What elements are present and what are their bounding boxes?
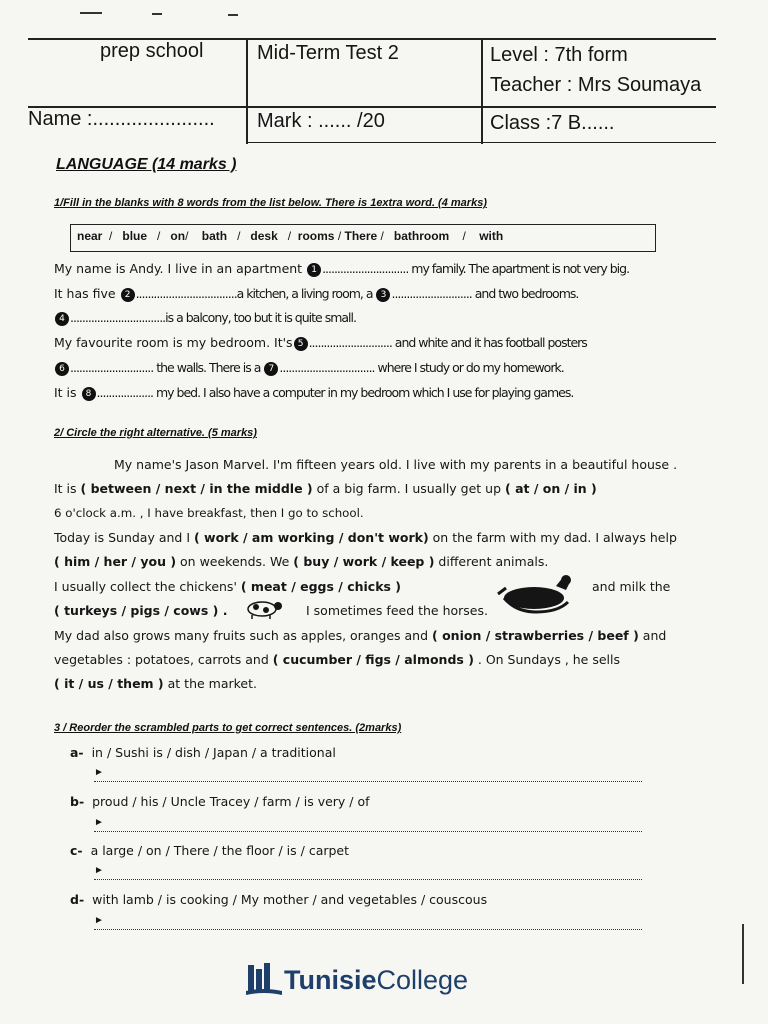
teacher-label: Teacher : Mrs Soumaya — [490, 74, 702, 96]
word-item: rooms — [297, 229, 335, 243]
choice-group[interactable]: ( him / her / you ) — [54, 554, 177, 569]
book-shelf-icon — [244, 961, 284, 999]
cow-icon — [240, 598, 286, 620]
word-list-box — [70, 224, 656, 252]
ex2-line — [54, 603, 227, 618]
ex2-line: It is ( between / next / in the middle ) of a big farm. I usually get up ( at / on / in ) — [54, 481, 597, 496]
word-item: blue — [122, 229, 148, 243]
blank-number: 7 — [264, 362, 278, 376]
section-title: LANGUAGE (14 marks ) — [56, 156, 237, 173]
reorder-item: a- in / Sushi is / dish / Japan / a traditional — [70, 745, 336, 760]
reorder-item: c- a large / on / There / the floor / is / carpet — [70, 843, 350, 858]
ex1-line: 4 ................................is a balcony, too but it is quite small. — [54, 310, 356, 326]
scan-edge-line — [742, 924, 744, 984]
answer-line[interactable]: ► — [94, 768, 642, 782]
tunisiecollege-logo — [244, 960, 468, 1000]
word-item: bathroom — [393, 229, 450, 243]
school-name: prep school — [100, 40, 204, 62]
choice-group[interactable]: ( turkeys / pigs / cows ) . — [54, 603, 228, 618]
choice-group[interactable]: ( at / on / in ) — [505, 481, 597, 496]
scan-mark — [228, 14, 238, 16]
scan-mark — [80, 12, 102, 14]
ex2-line: 6 o'clock a.m. , I have breakfast, then I go to school. — [54, 506, 364, 520]
ex2-line: vegetables : potatoes, carrots and ( cucumber / figs / almonds ) . On Sundays , he sells — [54, 652, 621, 667]
ex1-line: My name is Andy. I live in an apartment 1 ............................. my family. The apartment is not very big. — [54, 261, 630, 276]
blank-number: 8 — [82, 387, 96, 401]
blank-number: 4 — [55, 312, 69, 326]
reorder-item: b- proud / his / Uncle Tracey / farm / is very / of — [70, 794, 370, 809]
ex1-line: It is 8 ................... my bed. I also have a computer in my bedroom which I use for playing games. — [54, 385, 574, 400]
name-field[interactable]: Name :...................... — [28, 108, 215, 130]
ex2-line: ( it / us / them ) at the market. — [54, 676, 257, 691]
blank-number: 1 — [307, 263, 321, 277]
ex1-line: My favourite room is my bedroom. It's 5 ............................ and white and it has football posters — [54, 335, 587, 350]
logo-text-bold: Tunisie — [284, 964, 377, 995]
word-item: desk — [250, 229, 278, 243]
blank-number: 3 — [376, 288, 390, 302]
ex1-line: 6 ............................ the walls. There is a 7 ................................ where I study or do my homework. — [54, 360, 564, 376]
scan-mark — [152, 13, 162, 15]
ex2-line: ( him / her / you ) on weekends. We ( buy / work / keep ) different animals. — [54, 554, 549, 569]
answer-line[interactable]: ► — [94, 916, 642, 930]
choice-group[interactable]: ( onion / strawberries / beef ) — [432, 628, 639, 643]
ex1-instruction: 1/Fill in the blanks with 8 words from the list below. There is 1extra word. (4 marks) — [54, 197, 487, 209]
test-title: Mid-Term Test 2 — [257, 42, 399, 64]
word-item: on — [170, 229, 186, 243]
horse-cart-icon — [496, 572, 578, 618]
class-field[interactable]: Class :7 B...... — [490, 112, 615, 134]
ex2-line-end: and milk the — [592, 579, 671, 594]
choice-group[interactable]: ( meat / eggs / chicks ) — [240, 579, 402, 594]
word-item: near — [77, 229, 103, 243]
level-label: Level : 7th form — [490, 44, 628, 66]
header-table — [28, 38, 716, 144]
word-list: near / blue / on/ bath / desk / rooms / There / bathroom / with — [77, 229, 504, 243]
ex2-line: My name's Jason Marvel. I'm fifteen years old. I live with my parents in a beautiful house . — [114, 457, 678, 472]
ex2-line: Today is Sunday and I ( work / am working / don't work) on the farm with my dad. I always help — [54, 530, 677, 545]
blank-number: 2 — [121, 288, 135, 302]
answer-line[interactable]: ► — [94, 866, 642, 880]
ex2-line: I usually collect the chickens' ( meat / eggs / chicks ) — [54, 579, 402, 594]
mark-field[interactable]: Mark : ...... /20 — [257, 110, 385, 132]
ex2-line: My dad also grows many fruits such as apples, oranges and ( onion / strawberries / beef ) and — [54, 628, 667, 643]
choice-group[interactable]: ( between / next / in the middle ) — [80, 481, 313, 496]
choice-group[interactable]: ( buy / work / keep ) — [293, 554, 435, 569]
choice-group[interactable]: ( cucumber / figs / almonds ) — [272, 652, 474, 667]
ex2-instruction: 2/ Circle the right alternative. (5 marks) — [54, 427, 257, 439]
logo-text-light: College — [376, 964, 469, 995]
word-item: There — [344, 229, 378, 243]
choice-group[interactable]: ( it / us / them ) — [54, 676, 164, 691]
answer-line[interactable]: ► — [94, 818, 642, 832]
word-item: with — [479, 229, 504, 243]
ex1-line: It has five 2 ..................................a kitchen, a living room, a 3 ........................... and two bedrooms. — [54, 286, 579, 301]
ex2-line: I sometimes feed the horses. — [306, 603, 488, 618]
blank-number: 5 — [294, 337, 308, 351]
word-item: bath — [201, 229, 228, 243]
choice-group[interactable]: ( work / am working / don't work) — [193, 530, 429, 545]
blank-number: 6 — [55, 362, 69, 376]
reorder-item: d- with lamb / is cooking / My mother / and vegetables / couscous — [70, 892, 488, 907]
ex3-instruction: 3 / Reorder the scrambled parts to get correct sentences. (2marks) — [54, 722, 402, 734]
